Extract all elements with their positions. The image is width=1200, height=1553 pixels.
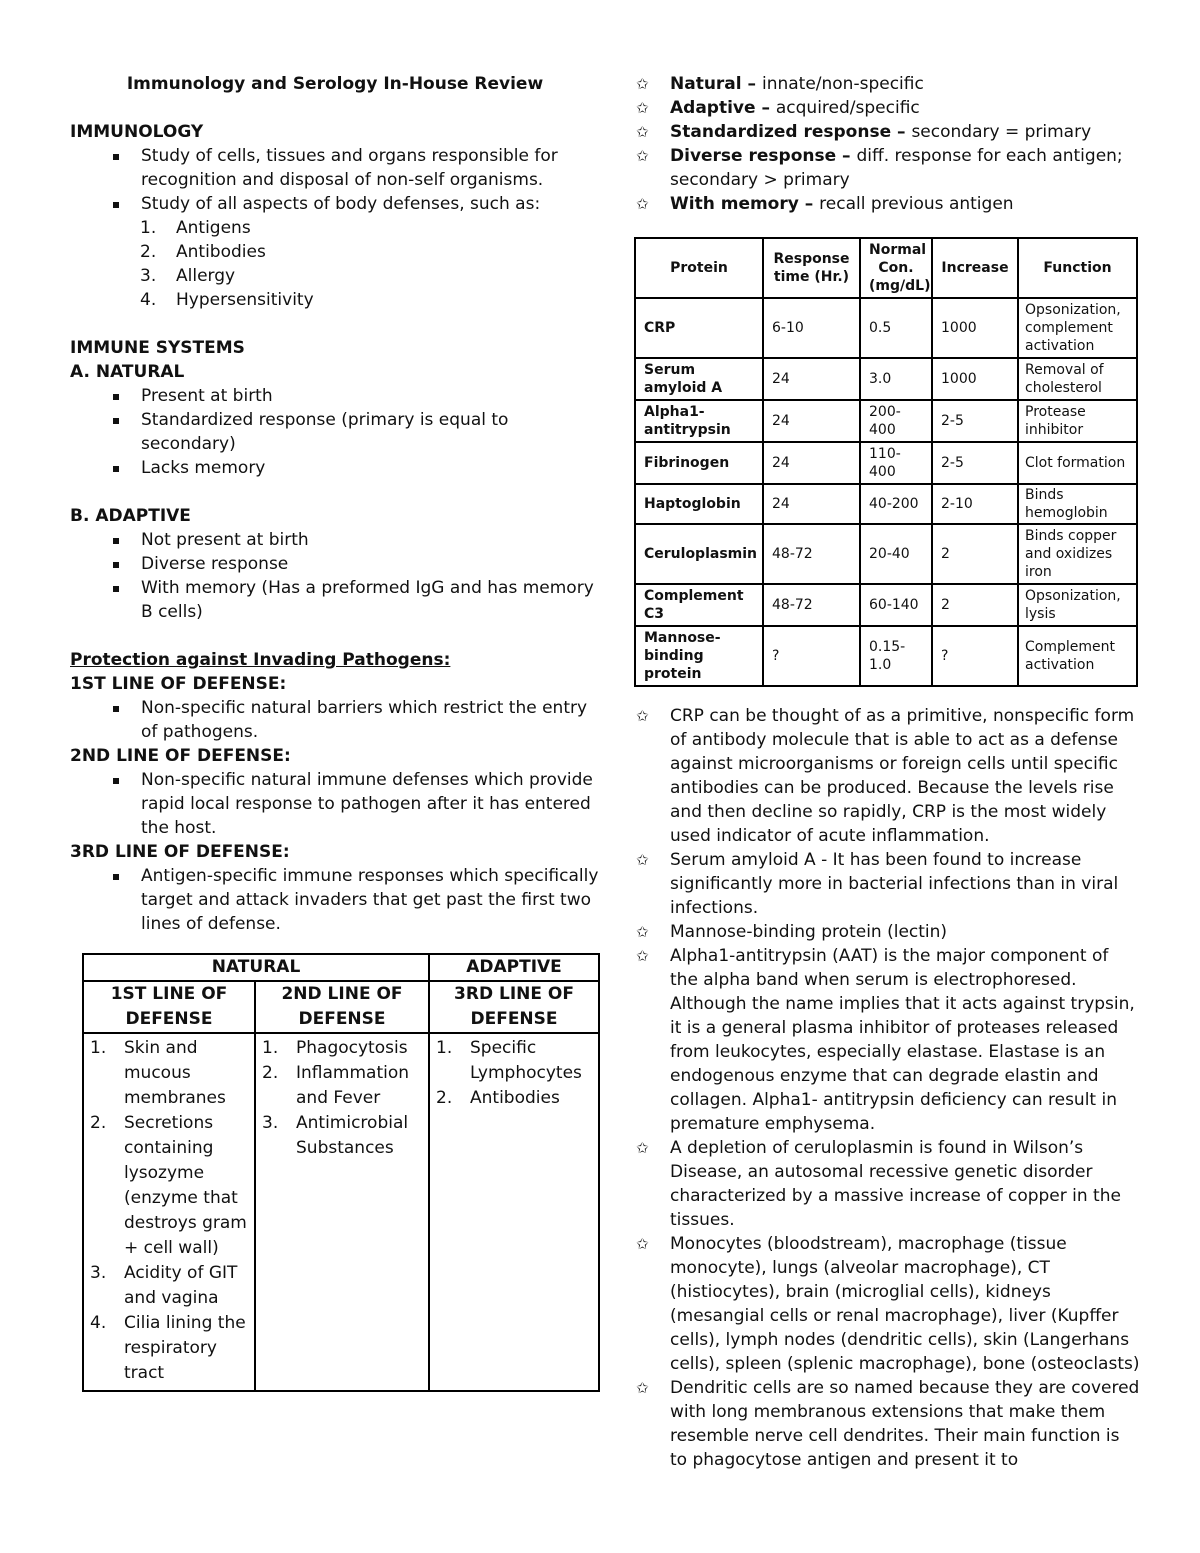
star-bullet-icon: ✩ (636, 851, 649, 869)
list-item: ✩ With memory – recall previous antigen (636, 194, 1014, 214)
list-item: Not present at birth (141, 528, 600, 552)
list-item: 3. Allergy (140, 266, 236, 286)
list-item: 1. Phagocytosis (262, 1038, 408, 1058)
notes-column (636, 704, 1140, 1472)
third-line-column-header: 3RD LINE OF DEFENSE (429, 981, 599, 1033)
table-row: Haptoglobin 24 40-200 2-10 Binds hemoglobin (635, 484, 1137, 524)
list-item: 1. Antigens (140, 218, 251, 238)
list-item: 1. Specific Lymphocytes (436, 1038, 582, 1083)
column-header: Protein (635, 238, 763, 298)
list-item: Lacks memory (141, 456, 600, 480)
table-row: Ceruloplasmin 48-72 20-40 2 Binds copper and oxidizes iron (635, 524, 1137, 584)
list-item: ✩ Monocytes (bloodstream), macrophage (tissue monocyte), lungs (alveolar macrophage), CT (histiocytes), brain (microglial cells), kidneys (mesangial cells or renal macrophage), liver (Kupffer cells), lymph nodes (dendritic cells), skin (Langerhans cells), spleen (splenic macrophage), bone (osteoclasts) (636, 1234, 1140, 1374)
list-item: 2. Antibodies (436, 1088, 560, 1108)
adaptive-heading: B. ADAPTIVE (70, 506, 191, 526)
notes-list (636, 704, 1140, 1472)
second-line-heading: 2ND LINE OF DEFENSE: (70, 746, 291, 766)
third-line-cell (429, 1033, 599, 1391)
immunology-bullets (70, 144, 600, 216)
list-item: ✩ Diverse response – diff. response for each antigen; secondary > primary (636, 146, 1123, 190)
list-item: Diverse response (141, 552, 600, 576)
list-item: Non-specific natural barriers which restrict the entry of pathogens. (141, 696, 600, 744)
terms-list (636, 72, 1140, 216)
star-bullet-icon: ✩ (636, 923, 649, 941)
first-line-bullets (70, 696, 600, 744)
column-header: Response time (Hr.) (763, 238, 860, 298)
list-item: ✩ Adaptive – acquired/specific (636, 98, 920, 118)
list-item: ✩ Natural – innate/non-specific (636, 74, 924, 94)
star-bullet-icon: ✩ (636, 1235, 649, 1253)
list-item: 1. Skin and mucous membranes (90, 1038, 226, 1108)
protection-heading: Protection against Invading Pathogens: (70, 650, 451, 670)
star-bullet-icon: ✩ (636, 123, 649, 141)
natural-header: NATURAL (83, 954, 429, 981)
list-item: ✩ Dendritic cells are so named because they are covered with long membranous extensions that make them resemble nerve cell dendrites. Their main function is to phagocytose antigen and present it to (636, 1378, 1140, 1470)
list-item: ✩ Serum amyloid A - It has been found to increase significantly more in bacterial infections than in viral infections. (636, 850, 1119, 918)
list-item: Study of cells, tissues and organs responsible for recognition and disposal of non-self organisms. (141, 144, 600, 192)
table-row: Alpha1-antitrypsin 24 200-400 2-5 Protease inhibitor (635, 400, 1137, 442)
list-item: 3. Antimicrobial Substances (262, 1113, 409, 1158)
table-row: Complement C3 48-72 60-140 2 Opsonization, lysis (635, 584, 1137, 626)
star-bullet-icon: ✩ (636, 1139, 649, 1157)
list-item: Standardized response (primary is equal to secondary) (141, 408, 600, 456)
table-row: CRP 6-10 0.5 1000 Opsonization, complement activation (635, 298, 1137, 358)
list-item: 2. Antibodies (140, 242, 266, 262)
table-row: Serum amyloid A 24 3.0 1000 Removal of cholesterol (635, 358, 1137, 400)
star-bullet-icon: ✩ (636, 1379, 649, 1397)
star-bullet-icon: ✩ (636, 147, 649, 165)
star-bullet-icon: ✩ (636, 707, 649, 725)
list-item: 4. Hypersensitivity (140, 290, 314, 310)
star-bullet-icon: ✩ (636, 947, 649, 965)
first-line-cell (83, 1033, 255, 1391)
first-line-heading: 1ST LINE OF DEFENSE: (70, 674, 287, 694)
natural-heading: A. NATURAL (70, 362, 185, 382)
adaptive-bullets (70, 528, 600, 624)
immune-systems-heading: IMMUNE SYSTEMS (70, 338, 245, 358)
adaptive-header: ADAPTIVE (429, 954, 599, 981)
table-row: Fibrinogen 24 110-400 2-5 Clot formation (635, 442, 1137, 484)
column-header: Function (1018, 238, 1137, 298)
column-header: Increase (932, 238, 1018, 298)
list-item: ✩ A depletion of ceruloplasmin is found in Wilson’s Disease, an autosomal recessive genetic disorder characterized by a massive increase of copper in the tissues. (636, 1138, 1121, 1230)
first-line-column-header: 1ST LINE OF DEFENSE (83, 981, 255, 1033)
star-bullet-icon: ✩ (636, 99, 649, 117)
document-title: Immunology and Serology In-House Review (126, 74, 544, 94)
star-bullet-icon: ✩ (636, 75, 649, 93)
third-line-heading: 3RD LINE OF DEFENSE: (70, 842, 290, 862)
right-column (636, 72, 1140, 216)
column-header: Normal Con. (mg/dL) (860, 238, 932, 298)
list-item: Study of all aspects of body defenses, such as: (141, 192, 600, 216)
list-item: 3. Acidity of GIT and vagina (90, 1263, 238, 1308)
table-row: Mannose-binding protein ? 0.15-1.0 ? Complement activation (635, 626, 1137, 686)
list-item: ✩ Standardized response – secondary = primary (636, 122, 1092, 142)
defense-lines-table (82, 953, 600, 1392)
list-item: Present at birth (141, 384, 600, 408)
third-line-bullets (70, 864, 600, 936)
immunology-heading: IMMUNOLOGY (70, 122, 204, 142)
list-item: ✩ CRP can be thought of as a primitive, nonspecific form of antibody molecule that is able to act as a defense against microorganisms or foreign cells until specific antibodies can be produced. Because the levels rise and then decline so rapidly, CRP is the most widely used indicator of acute inflammation. (636, 706, 1135, 846)
list-item: 2. Inflammation and Fever (262, 1063, 410, 1108)
list-item: 2. Secretions containing lysozyme (enzyme that destroys gram + cell wall) (90, 1113, 247, 1258)
second-line-bullets (70, 768, 600, 840)
list-item: Antigen-specific immune responses which specifically target and attack invaders that get past the first two lines of defense. (141, 866, 599, 934)
second-line-column-header: 2ND LINE OF DEFENSE (255, 981, 429, 1033)
star-bullet-icon: ✩ (636, 195, 649, 213)
body-defenses-list (70, 216, 600, 312)
list-item: 4. Cilia lining the respiratory tract (90, 1313, 246, 1383)
list-item: ✩ Mannose-binding protein (lectin) (636, 922, 948, 942)
second-line-cell (255, 1033, 429, 1391)
acute-phase-protein-table (634, 237, 1138, 687)
list-item: ✩ Alpha1-antitrypsin (AAT) is the major component of the alpha band when serum is electrophoresed. Although the name implies that it acts against trypsin, it is a general plasma inhibitor of proteases released from leukocytes, especially elastase. Elastase is an endogenous enzyme that can degrade elastin and collagen. Alpha1- antitrypsin deficiency can result in premature emphysema. (636, 946, 1135, 1134)
list-item: With memory (Has a preformed IgG and has memory B cells) (141, 576, 600, 624)
list-item: Non-specific natural immune defenses which provide rapid local response to pathogen after it has entered the host. (141, 768, 600, 840)
natural-bullets (70, 384, 600, 480)
left-column (70, 72, 600, 936)
